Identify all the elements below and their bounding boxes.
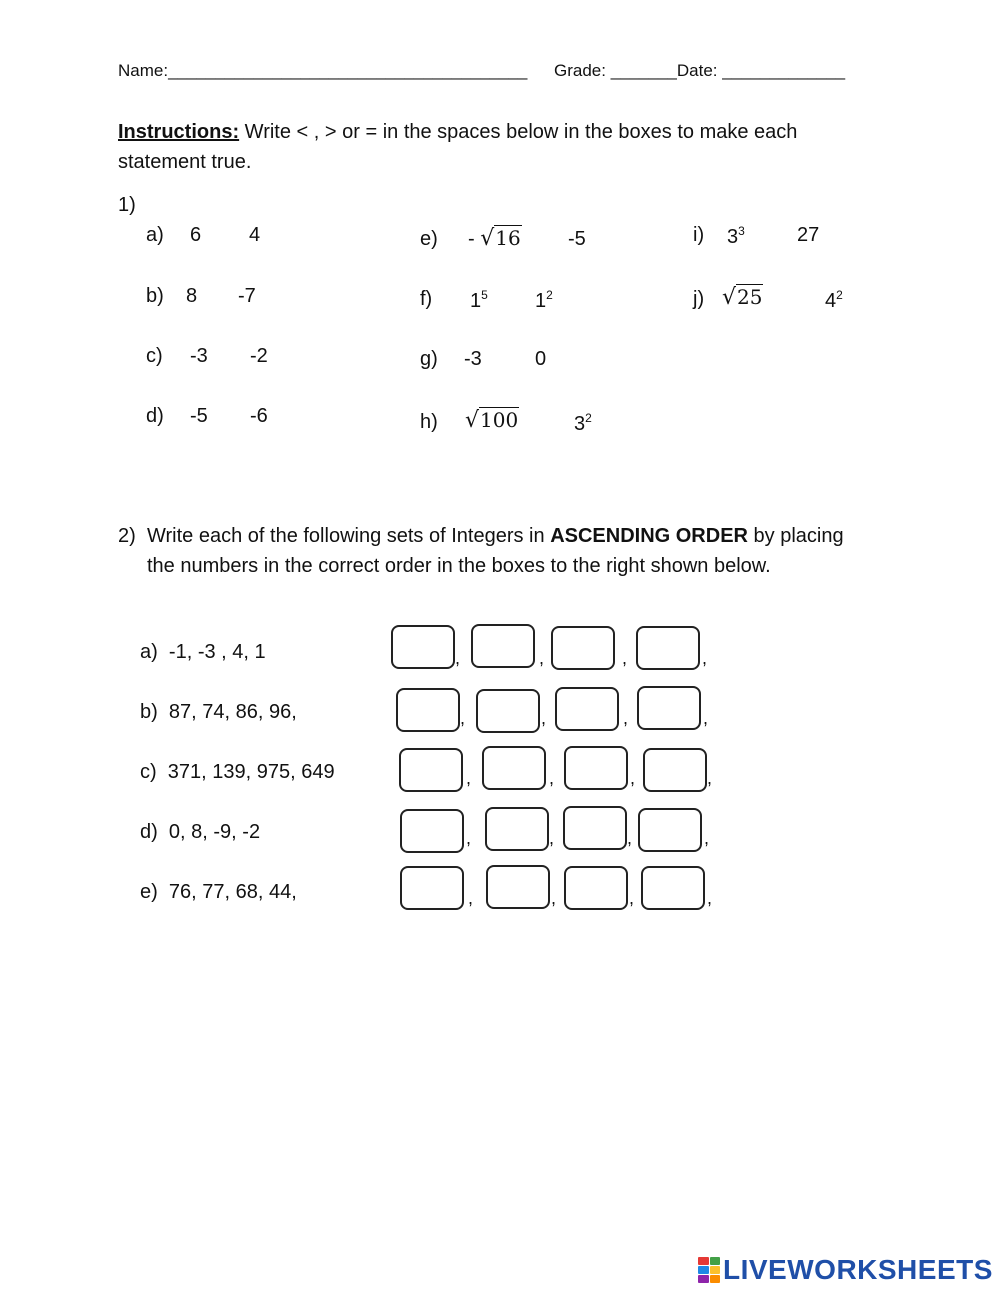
q1f-left-power xyxy=(470,288,488,313)
separator-comma: , xyxy=(627,828,633,848)
q1f-right-exponent: 2 xyxy=(546,288,553,302)
grade-date-label: Grade: _______Date: _____________ xyxy=(554,61,846,80)
q1j-right-base: 4 xyxy=(825,290,837,312)
q2b-values: 87, 74, 86, 96, xyxy=(168,701,297,723)
instructions-label: Instructions: xyxy=(118,121,240,143)
q1d-label: d) xyxy=(146,405,164,427)
q1a-left-value: 6 xyxy=(190,224,202,246)
logo-square xyxy=(698,1275,709,1283)
q1f-label: f) xyxy=(420,288,433,310)
q2d-answer-box-2[interactable] xyxy=(485,807,549,851)
q2d-answer-box-1[interactable] xyxy=(400,809,464,853)
q1i-left-base: 3 xyxy=(727,226,739,248)
instructions-text-line2: statement true. xyxy=(118,151,252,173)
q2a-answer-box-4[interactable] xyxy=(636,626,700,670)
separator-comma: , xyxy=(541,708,547,728)
q1a-right-value: 4 xyxy=(249,224,261,246)
separator-comma: , xyxy=(549,828,555,848)
separator-comma: , xyxy=(468,888,474,908)
q1g-right-value: 0 xyxy=(535,348,547,370)
logo-square xyxy=(710,1275,721,1283)
q1h-square-root xyxy=(465,408,519,433)
liveworksheets-logo xyxy=(698,1254,993,1286)
separator-comma: , xyxy=(702,648,708,668)
q1f-left-base: 1 xyxy=(470,290,482,312)
instructions-text-line1: Write < , > or = in the spaces below in the boxes to make each xyxy=(239,121,798,143)
q1h-right-power xyxy=(574,411,592,436)
question-2-number: 2) xyxy=(118,525,136,547)
q2a-answer-box-1[interactable] xyxy=(391,625,455,669)
q2e-answer-box-2[interactable] xyxy=(486,865,550,909)
separator-comma: , xyxy=(539,648,545,668)
q2e-answer-box-4[interactable] xyxy=(641,866,705,910)
q2c-answer-box-1[interactable] xyxy=(399,748,463,792)
instructions xyxy=(118,117,797,147)
q1j-radicand: 25 xyxy=(737,285,763,309)
separator-comma: , xyxy=(704,828,710,848)
q1h-right-base: 3 xyxy=(574,413,586,435)
q1g-left-value: -3 xyxy=(464,348,482,370)
question-2-text-line1 xyxy=(147,521,844,551)
q2c-values: 371, 139, 975, 649 xyxy=(167,761,335,783)
q1c-right-value: -2 xyxy=(250,345,268,367)
q1j-left-expression xyxy=(722,285,763,310)
q2c-letter: c) xyxy=(140,761,157,783)
separator-comma: , xyxy=(630,768,636,788)
q1e-radicand: 16 xyxy=(495,226,521,250)
q1h-right-exponent: 2 xyxy=(585,411,592,425)
separator-comma: , xyxy=(549,768,555,788)
sqrt-symbol-icon: √ xyxy=(465,408,480,433)
q1f-left-exponent: 5 xyxy=(481,288,488,302)
q1b-left-value: 8 xyxy=(186,285,198,307)
q2b-answer-box-3[interactable] xyxy=(555,687,619,731)
q2b-answer-box-2[interactable] xyxy=(476,689,540,733)
q1j-label: j) xyxy=(693,288,705,310)
separator-comma: , xyxy=(703,708,709,728)
q1h-left-expression xyxy=(465,408,519,433)
q1i-right-value: 27 xyxy=(797,224,820,246)
q1j-square-root xyxy=(722,285,763,310)
q2a-answer-box-2[interactable] xyxy=(471,624,535,668)
q2c-label xyxy=(140,761,335,784)
q1f-right-power xyxy=(535,288,553,313)
logo-square xyxy=(698,1266,709,1274)
separator-comma: , xyxy=(707,768,713,788)
logo-square xyxy=(710,1266,721,1274)
q1e-square-root xyxy=(480,226,521,251)
q2e-label xyxy=(140,881,297,904)
separator-comma: , xyxy=(707,888,713,908)
separator-comma: , xyxy=(622,648,628,668)
q2d-answer-box-3[interactable] xyxy=(563,806,627,850)
liveworksheets-brand-text: LIVEWORKSHEETS xyxy=(723,1254,993,1285)
q2d-letter: d) xyxy=(140,821,158,843)
q1j-right-power xyxy=(825,288,843,313)
q2a-label xyxy=(140,641,266,664)
q1b-label: b) xyxy=(146,285,164,307)
q2c-answer-box-4[interactable] xyxy=(643,748,707,792)
q1h-radicand: 100 xyxy=(480,408,519,432)
separator-comma: , xyxy=(466,828,472,848)
q1e-left-expression xyxy=(468,226,522,251)
q2a-answer-box-3[interactable] xyxy=(551,626,615,670)
separator-comma: , xyxy=(455,648,461,668)
q1f-right-base: 1 xyxy=(535,290,547,312)
q2c-answer-box-3[interactable] xyxy=(564,746,628,790)
q1e-label: e) xyxy=(420,228,438,250)
q2e-answer-box-1[interactable] xyxy=(400,866,464,910)
q2a-values: -1, -3 , 4, 1 xyxy=(168,641,266,663)
q2-text-post: by placing xyxy=(747,525,844,547)
separator-comma: , xyxy=(460,708,466,728)
q2e-answer-box-3[interactable] xyxy=(564,866,628,910)
q1e-minus-sign: - xyxy=(468,228,475,250)
q1c-left-value: -3 xyxy=(190,345,208,367)
name-field-label: Name:______________________________________ xyxy=(118,61,528,80)
q1j-right-exponent: 2 xyxy=(836,288,843,302)
separator-comma: , xyxy=(629,888,635,908)
q2b-letter: b) xyxy=(140,701,158,723)
q2b-answer-box-4[interactable] xyxy=(637,686,701,730)
question-2-text-line2: the numbers in the correct order in the boxes to the right shown below. xyxy=(147,555,771,577)
sqrt-symbol-icon: √ xyxy=(480,226,495,251)
q2c-answer-box-2[interactable] xyxy=(482,746,546,790)
q1e-right-value: -5 xyxy=(568,228,586,250)
logo-square xyxy=(698,1257,709,1265)
q2-text-emphasis: ASCENDING ORDER xyxy=(550,525,748,547)
q2e-letter: e) xyxy=(140,881,158,903)
q1i-label: i) xyxy=(693,224,705,246)
q2d-answer-box-4[interactable] xyxy=(638,808,702,852)
separator-comma: , xyxy=(551,888,557,908)
q2a-letter: a) xyxy=(140,641,158,663)
q1a-label: a) xyxy=(146,224,164,246)
separator-comma: , xyxy=(623,708,629,728)
logo-square xyxy=(710,1257,721,1265)
q1h-label: h) xyxy=(420,411,438,433)
liveworksheets-logo-icon xyxy=(698,1257,720,1283)
q1d-right-value: -6 xyxy=(250,405,268,427)
separator-comma: , xyxy=(466,768,472,788)
q2d-label xyxy=(140,821,260,844)
q1c-label: c) xyxy=(146,345,163,367)
q1i-left-exponent: 3 xyxy=(738,224,745,238)
q1b-right-value: -7 xyxy=(238,285,256,307)
q2b-label xyxy=(140,701,297,724)
q2e-values: 76, 77, 68, 44, xyxy=(168,881,297,903)
question-1-number: 1) xyxy=(118,194,136,216)
q2-text-pre: Write each of the following sets of Integers in xyxy=(147,525,551,547)
q1g-label: g) xyxy=(420,348,438,370)
sqrt-symbol-icon: √ xyxy=(722,285,737,310)
q1d-left-value: -5 xyxy=(190,405,208,427)
q2b-answer-box-1[interactable] xyxy=(396,688,460,732)
q2d-values: 0, 8, -9, -2 xyxy=(168,821,261,843)
q1i-left-power xyxy=(727,224,745,249)
